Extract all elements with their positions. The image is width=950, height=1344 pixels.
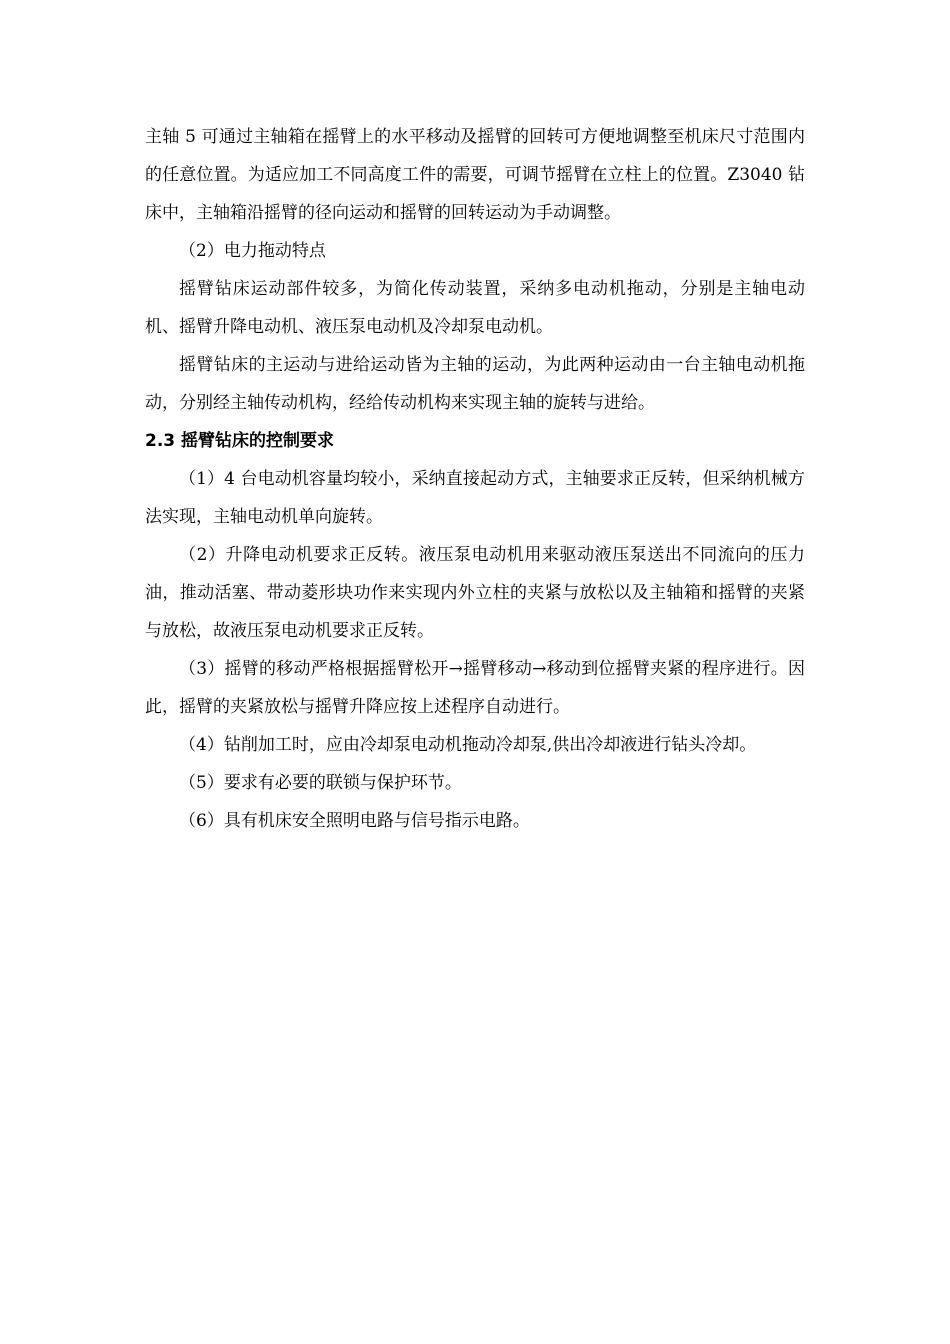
requirement-item: （1）4 台电动机容量均较小，采纳直接起动方式，主轴要求正反转，但采纳机械方法实现，主轴电动机单向旋转。 [145,469,805,527]
subsection-label-electric-drive: （2）电力拖动特点 [179,241,326,261]
requirement-item: （4）钻削加工时，应由冷却泵电动机拖动冷却泵,供出冷却液进行钻头冷却。 [179,735,757,755]
requirement-item: （6）具有机床安全照明电路与信号指示电路。 [179,811,530,831]
paragraph-spindle-positioning: 主轴 5 可通过主轴箱在摇臂上的水平移动及摇臂的回转可方便地调整至机床尺寸范围内的任意位置。为适应加工不同高度工件的需要，可调节摇臂在立柱上的位置。Z3040 钻床中，主轴箱沿摇臂的径向运动和摇臂的回转运动为手动调整。 [145,127,805,223]
requirement-item: （5）要求有必要的联锁与保护环节。 [179,773,462,793]
paragraph-main-motion: 摇臂钻床的主运动与进给运动皆为主轴的运动，为此两种运动由一台主轴电动机拖动，分别经主轴传动机构，经给传动机构来实现主轴的旋转与进给。 [145,355,805,413]
document-body [145,118,805,840]
paragraph-multi-motor-drive: 摇臂钻床运动部件较多，为简化传动装置，采纳多电动机拖动，分别是主轴电动机、摇臂升降电动机、液压泵电动机及冷却泵电动机。 [145,279,805,337]
requirement-item: （2）升降电动机要求正反转。液压泵电动机用来驱动液压泵送出不同流向的压力油，推动活塞、带动菱形块功作来实现内外立柱的夹紧与放松以及主轴箱和摇臂的夹紧与放松，故液压泵电动机要求正反转。 [145,545,805,641]
requirement-item: （3）摇臂的移动严格根据摇臂松开→摇臂移动→移动到位摇臂夹紧的程序进行。因此，摇臂的夹紧放松与摇臂升降应按上述程序自动进行。 [145,659,805,717]
section-heading: 2.3 摇臂钻床的控制要求 [145,431,335,451]
